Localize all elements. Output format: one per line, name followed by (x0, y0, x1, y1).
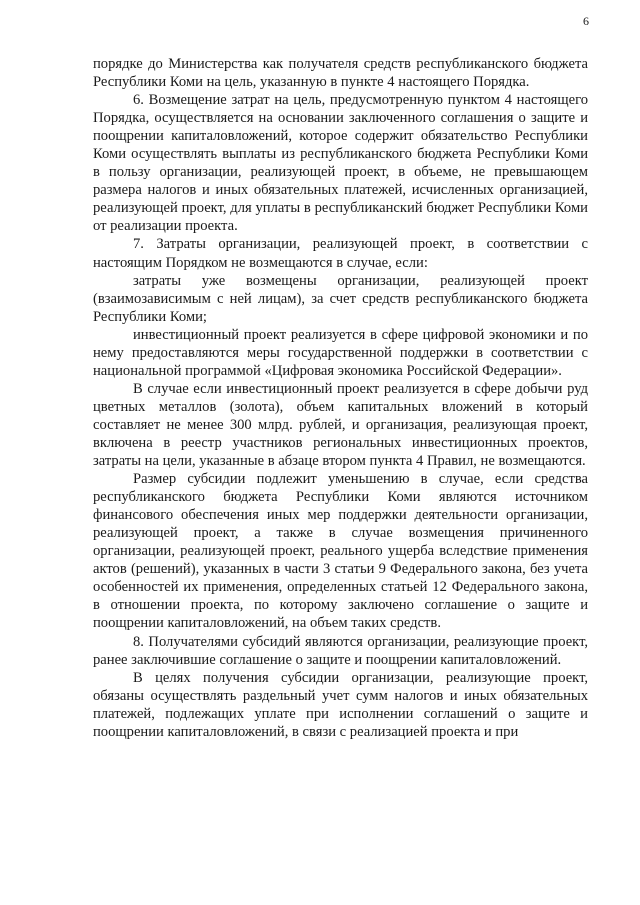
paragraph-separate-accounting: В целях получения субсидии организации, реализующие проект, обязаны осуществлять раздельный учет сумм налогов и иных обязательных платежей, подлежащих уплате при исполнении соглашений о защите и поощрении капиталовложений, в связи с реализацией проекта и при (93, 669, 588, 740)
paragraph-mining-exception: В случае если инвестиционный проект реализуется в сфере добычи руд цветных металлов (золота), объем капитальных вложений в который составляет не менее 300 млрд. рублей, и организация, реализующая проект, включена в реестр участников региональных инвестиционных проектов, затраты на цели, указанные в абзаце втором пункта 4 Правил, не возмещаются. (93, 380, 588, 470)
paragraph-continuation: порядке до Министерства как получателя средств республиканского бюджета Республики Коми на цель, указанную в пункте 4 настоящего Порядка. (93, 56, 588, 91)
paragraph-subsidy-reduction: Размер субсидии подлежит уменьшению в случае, если средства республиканского бюджета Республики Коми являются источником финансового обеспечения иных мер поддержки деятельности организации, реализующей проект, а также в случае возмещения причиненного организации, реализующей проект, реального ущерба вследствие применения актов (решений), указанных в части 3 статьи 9 Федерального закона, без учета особенностей их применения, определенных статьей 12 Федерального закона, в отношении проекта, по которому заключено соглашение о защите и поощрении капиталовложений, на объем таких средств. (93, 471, 588, 632)
paragraph-item-6: 6. Возмещение затрат на цель, предусмотренную пунктом 4 настоящего Порядка, осуществляется на основании заключенного соглашения о защите и поощрении капиталовложений, которое содержит обязательство Республики Коми осуществлять выплаты из республиканского бюджета Республики Коми в пользу организации, реализующей проект, в объеме, не превышающем размера налогов и иных обязательных платежей, исчисленных организацией, реализующей проект, для уплаты в республиканский бюджет Республики Коми от реализации проекта. (93, 92, 588, 235)
page-number: 6 (583, 14, 589, 28)
document-body (93, 55, 588, 741)
paragraph-item-7-case-1: затраты уже возмещены организации, реализующей проект (взаимозависимым с ней лицам), за счет средств республиканского бюджета Республики Коми; (93, 272, 588, 325)
paragraph-item-7-case-2: инвестиционный проект реализуется в сфере цифровой экономики и по нему предоставляются меры государственной поддержки в соответствии с национальной программой «Цифровая экономика Российской Федерации». (93, 326, 588, 379)
paragraph-item-8: 8. Получателями субсидий являются организации, реализующие проект, ранее заключившие соглашение о защите и поощрении капиталовложений. (93, 633, 588, 668)
paragraph-item-7: 7. Затраты организации, реализующей проект, в соответствии с настоящим Порядком не возмещаются в случае, если: (93, 236, 588, 271)
